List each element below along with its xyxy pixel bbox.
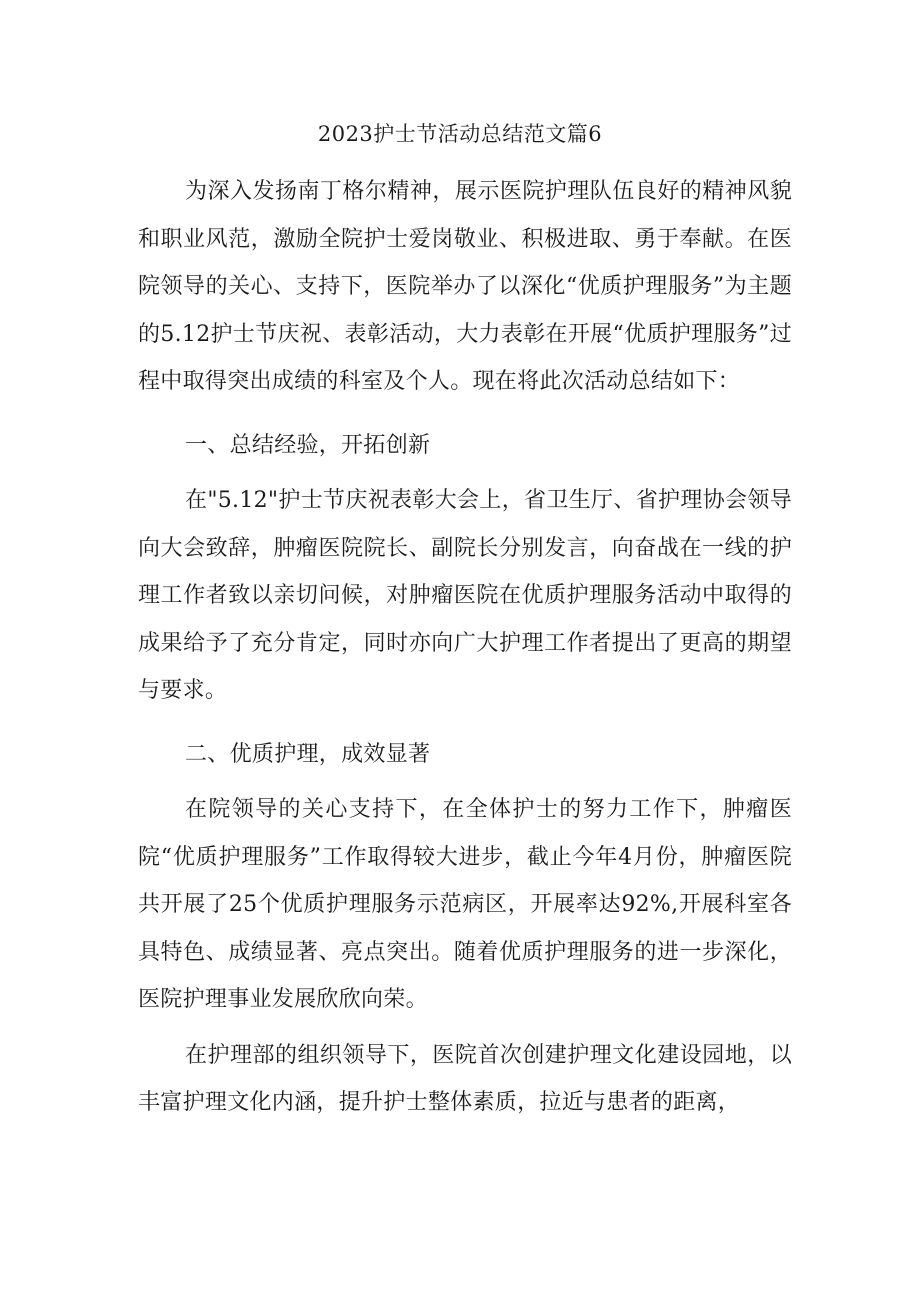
section-heading-2: 二、优质护理，成效显著 bbox=[185, 741, 431, 767]
document-body bbox=[138, 168, 792, 1127]
document-title: 2023护士节活动总结范文篇6 bbox=[317, 122, 603, 146]
spacer bbox=[138, 1024, 792, 1032]
paragraph-intro: 为深入发扬南丁格尔精神，展示医院护理队伍良好的精神风貌和职业风范，激励全院护士爱岗敬业、积极进取、勇于奉献。在医院领导的关心、支持下，医院举办了以深化“优质护理服务”为主题的5.12护士节庆祝、表彰活动，大力表彰在开展“优质护理服务”过程中取得突出成绩的科室及个人。现在将此次活动总结如下： bbox=[138, 179, 792, 394]
paragraph-section-2: 在院领导的关心支持下，在全体护士的努力工作下，肿瘤医院“优质护理服务”工作取得较大进步，截止今年4月份，肿瘤医院共开展了25个优质护理服务示范病区，开展率达92%,开展科室各具特色、成绩显著、亮点突出。随着优质护理服务的进一步深化，医院护理事业发展欣欣向荣。 bbox=[138, 797, 792, 1012]
spacer bbox=[138, 715, 792, 723]
paragraph-section-1: 在"5.12"护士节庆祝表彰大会上，省卫生厅、省护理协会领导向大会致辞，肿瘤医院院长、副院长分别发言，向奋战在一线的护理工作者致以亲切问候，对肿瘤医院在优质护理服务活动中取得的成果给予了充分肯定，同时亦向广大护理工作者提出了更高的期望与要求。 bbox=[138, 488, 792, 703]
spacer bbox=[138, 406, 792, 414]
section-heading-1: 一、总结经验，开拓创新 bbox=[185, 432, 431, 458]
paragraph-culture: 在护理部的组织领导下，医院首次创建护理文化建设园地，以丰富护理文化内涵，提升护士整体素质，拉近与患者的距离， bbox=[138, 1042, 792, 1115]
